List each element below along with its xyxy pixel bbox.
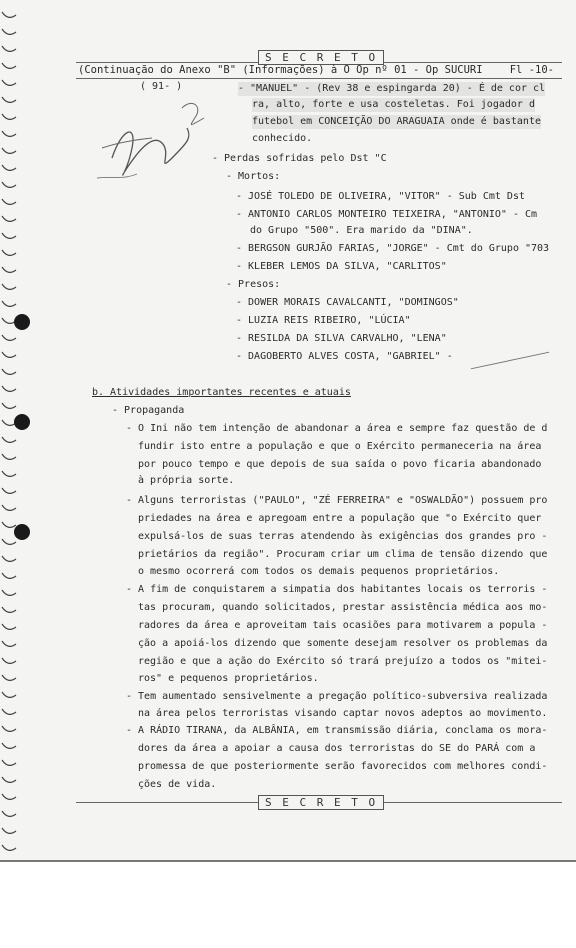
text-line: ção a apoiá-los dizendo que somente desejam resolver os problemas da: [138, 638, 548, 649]
spiral-coil: [2, 794, 16, 799]
spiral-coil: [2, 335, 16, 340]
spiral-coil: [2, 692, 16, 697]
spiral-coil: [2, 250, 16, 255]
spiral-coil: [2, 352, 16, 357]
text-line: - Perdas sofridas pelo Dst "C: [212, 153, 387, 164]
header-rule-bottom: [76, 78, 562, 79]
punch-hole: [14, 314, 30, 330]
spiral-coil: [2, 624, 16, 629]
spiral-coil: [2, 403, 16, 408]
spiral-coil: [2, 267, 16, 272]
text-line: - RESILDA DA SILVA CARVALHO, "LENA": [236, 333, 447, 344]
text-line: - ANTONIO CARLOS MONTEIRO TEIXEIRA, "ANTONIO" - Cm: [236, 209, 538, 220]
spiral-coil: [2, 233, 16, 238]
text-line: - BERGSON GURJÃO FARIAS, "JORGE" - Cmt do Grupo "703: [236, 243, 550, 254]
spiral-coil: [2, 726, 16, 731]
spiral-coil: [2, 12, 16, 17]
spiral-coil: [2, 709, 16, 714]
spiral-coil: [2, 199, 16, 204]
spiral-coil: [2, 607, 16, 612]
spiral-coil: [2, 369, 16, 374]
text-line: expulsá-los de suas terras atendendo às exigências dos grandes pro -: [138, 531, 548, 542]
spiral-coil: [2, 488, 16, 493]
text-line: prietários da região". Procuram criar um clima de tensão dizendo que: [138, 549, 548, 560]
spiral-coil: [2, 29, 16, 34]
text-line: ra, alto, forte e usa costeletas. Foi jogador d: [252, 99, 535, 110]
text-line: na área pelos terroristas visando captar novos adeptos ao movimento.: [138, 708, 548, 719]
page-header: [78, 64, 560, 76]
spiral-coil: [2, 80, 16, 85]
text-line: região e que a ação do Exército só trará prejuízo a todos os "mitei-: [138, 656, 548, 667]
text-line: do Grupo "500". Era marido da "DINA".: [250, 225, 473, 236]
spiral-coil: [2, 471, 16, 476]
spiral-coil: [2, 454, 16, 459]
text-line: fundir isto entre a população e que o Exército permaneceria na área: [138, 441, 542, 452]
text-line: - A fim de conquistarem a simpatia dos habitantes locais os terroris -: [126, 584, 548, 595]
spiral-coil: [2, 573, 16, 578]
text-line: - Alguns terroristas ("PAULO", "ZÉ FERREIRA" e "OSWALDÃO") possuem pro: [126, 495, 548, 506]
spiral-coil: [2, 641, 16, 646]
classification-stamp-top: S E C R E T O: [258, 50, 384, 65]
text-line: radores da área e aproveitam tais ocasiões para motivarem a popula -: [138, 620, 548, 631]
classification-stamp-bottom: S E C R E T O: [258, 795, 384, 810]
text-line: - DOWER MORAIS CAVALCANTI, "DOMINGOS": [236, 297, 459, 308]
handwritten-signature: [92, 88, 222, 198]
text-line: - A RÁDIO TIRANA, da ALBÂNIA, em transmissão diária, conclama os mora-: [126, 725, 548, 736]
spiral-coil: [2, 148, 16, 153]
text-line: - DAGOBERTO ALVES COSTA, "GABRIEL" -: [236, 351, 453, 362]
spiral-coil: [2, 301, 16, 306]
text-line: dores da área a apoiar a causa dos terroristas do SE do PARÁ com a: [138, 743, 536, 754]
text-line: por pouco tempo e que depois de sua saída o povo ficaria abandonado: [138, 459, 542, 470]
spiral-coil: [2, 165, 16, 170]
text-line: ros" e pequenos proprietários.: [138, 673, 319, 684]
page-number: Fl -10-: [509, 64, 554, 76]
spiral-coil: [2, 437, 16, 442]
spiral-coil: [2, 386, 16, 391]
punch-hole: [14, 524, 30, 540]
spiral-coil: [2, 97, 16, 102]
spiral-coil: [2, 760, 16, 765]
spiral-coil: [2, 63, 16, 68]
spiral-coil: [2, 658, 16, 663]
spiral-coil: [2, 182, 16, 187]
spiral-coil: [2, 556, 16, 561]
subsection-heading: - Propaganda: [112, 405, 185, 416]
spiral-coil: [2, 590, 16, 595]
margin-note: ( 91- ): [140, 81, 183, 92]
text-line: promessa de que posteriormente serão favorecidos com melhores condi-: [138, 761, 548, 772]
spiral-coil: [2, 828, 16, 833]
text-line: futebol em CONCEIÇÃO DO ARAGUAIA onde é bastante: [252, 116, 541, 127]
punch-hole: [14, 414, 30, 430]
spiral-coil: [2, 46, 16, 51]
text-line: à própria sorte.: [138, 475, 235, 486]
spiral-coil: [2, 505, 16, 510]
spiral-coil: [2, 284, 16, 289]
text-line: - Presos:: [226, 279, 281, 290]
text-line: - O Ini não tem intenção de abandonar a área e sempre faz questão de d: [126, 423, 548, 434]
section-heading: b. Atividades importantes recentes e atuais: [92, 387, 351, 398]
pen-stroke: [471, 352, 549, 370]
header-text: (Continuação do Anexo "B" (Informações) à O Op nº 01 - Op SUCURI: [78, 64, 483, 76]
text-line: - LUZIA REIS RIBEIRO, "LÚCIA": [236, 315, 411, 326]
spiral-binding: [0, 0, 22, 860]
text-line: o mesmo ocorrerá com todos os demais pequenos proprietários.: [138, 566, 500, 577]
spiral-coil: [2, 539, 16, 544]
text-line: - "MANUEL" - (Rev 38 e espingarda 20) - É de cor cl: [238, 83, 546, 94]
text-line: - JOSÉ TOLEDO DE OLIVEIRA, "VITOR" - Sub Cmt Dst: [236, 191, 525, 202]
spiral-coil: [2, 811, 16, 816]
text-line: tas procuram, quando solicitados, prestar assistência médica aos mo-: [138, 602, 548, 613]
text-line: - Mortos:: [226, 171, 281, 182]
text-line: - KLEBER LEMOS DA SILVA, "CARLITOS": [236, 261, 447, 272]
spiral-coil: [2, 845, 16, 850]
spiral-coil: [2, 777, 16, 782]
text-line: ções de vida.: [138, 779, 217, 790]
spiral-coil: [2, 743, 16, 748]
spiral-coil: [2, 216, 16, 221]
text-line: - Tem aumentado sensivelmente a pregação político-subversiva realizada: [126, 691, 548, 702]
blank-margin: [0, 862, 576, 948]
text-line: priedades na área e apregoam entre a população que "o Exército quer: [138, 513, 542, 524]
spiral-coil: [2, 131, 16, 136]
text-line: conhecido.: [252, 133, 313, 144]
spiral-coil: [2, 114, 16, 119]
spiral-coil: [2, 675, 16, 680]
spiral-coil: [2, 522, 16, 527]
